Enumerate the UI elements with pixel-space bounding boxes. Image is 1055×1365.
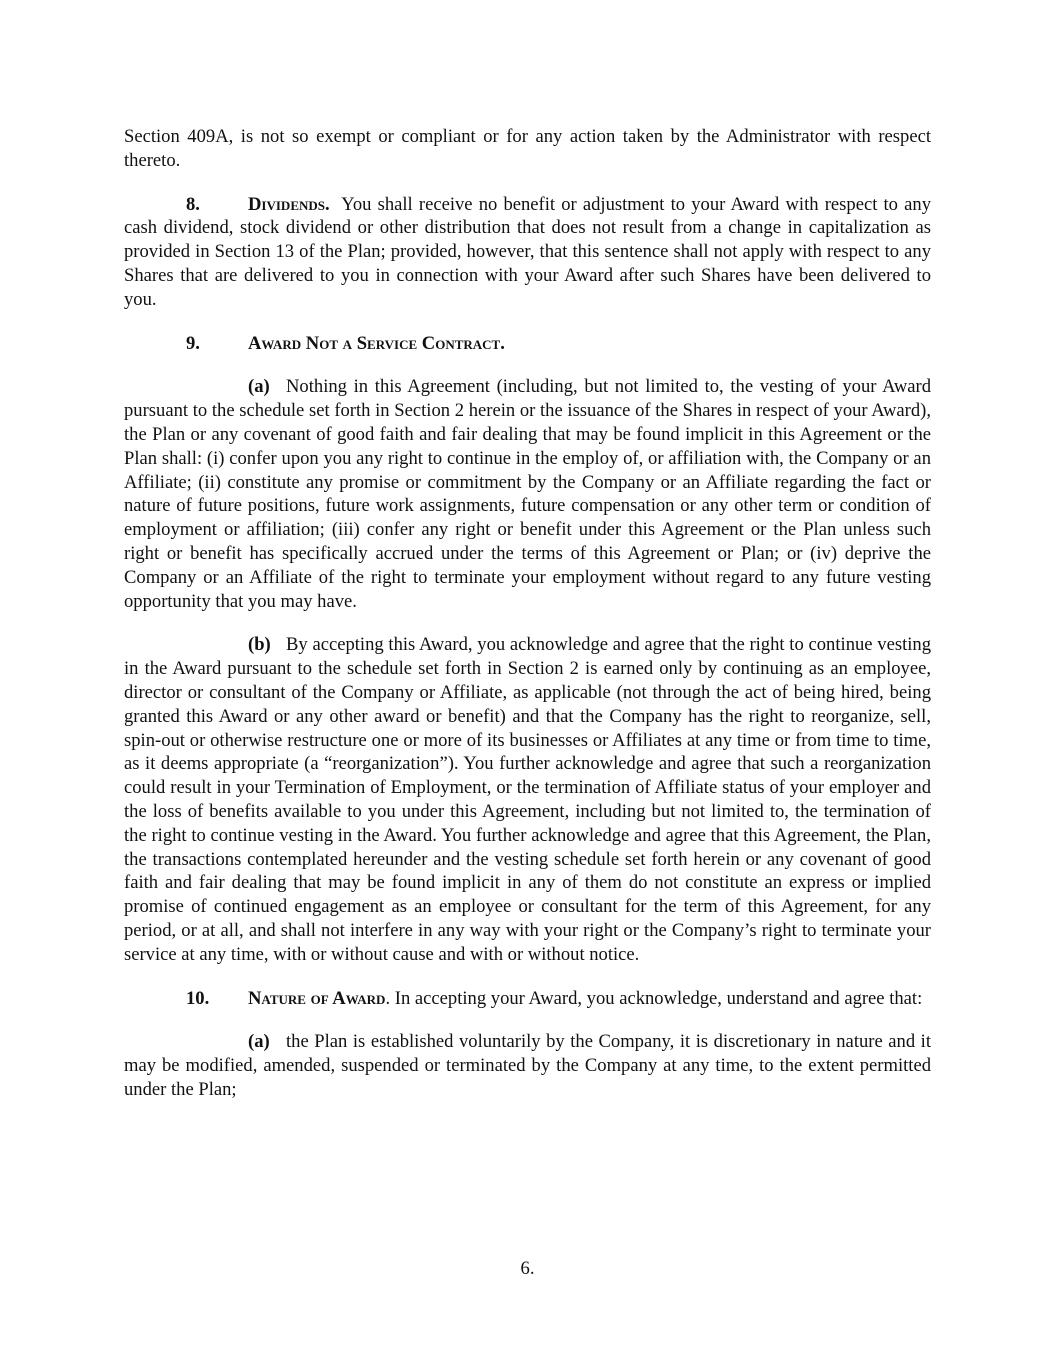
subsection-label: (a) [248,1031,270,1053]
section-number: 10. [186,987,210,1009]
section-10-paragraph [124,987,931,1011]
section-9a-paragraph [124,375,931,613]
subsection-label: (b) [248,634,271,656]
page-number: 6. [520,1258,535,1279]
section-9-heading-paragraph [124,332,931,356]
section-8-paragraph [124,193,931,312]
section-heading: Award Not a Service Contract. [248,332,505,354]
section-9b-paragraph [124,633,931,966]
section-text: You shall receive no benefit or adjustment to your Award with respect to any cash dividend, stock dividend or other distribution that does not result from a change in capitalization as provided in Section 13 of the Plan; provided, however, that this sentence shall not apply with respect to any Shares that are delivered to you in connection with your Award after such Shares have been delivered to you. [124,193,931,310]
continuation-paragraph: Section 409A, is not so exempt or compliant or for any action taken by the Administrator with respect thereto. [124,126,931,171]
section-10a-paragraph [124,1030,931,1101]
subsection-text: By accepting this Award, you acknowledge and agree that the right to continue vesting in the Award pursuant to the schedule set forth in Section 2 is earned only by continuing as an employee, director or consultant of the Company or Affiliate, as applicable (not through the act of being hired, being granted this Award or any other award or benefit) and that the Company has the right to reorganize, sell, spin-out or otherwise restructure one or more of its businesses or Affiliates at any time or from time to time, as it deems appropriate (a “reorganization”). You further acknowledge and agree that such a reorganization could result in your Termination of Employment, or the termination of Affiliate status of your employer and the loss of benefits available to you under this Agreement, including but not limited to, the termination of the right to continue vesting in the Award. You further acknowledge and agree that this Agreement, the Plan, the transactions contemplated hereunder and the vesting schedule set forth herein or any covenant of good faith and fair dealing that may be found implicit in any of them do not constitute an express or implied promise of continued engagement as an employee or consultant for the term of this Agreement, for any period, or at all, and shall not interfere in any way with your right or the Company’s right to terminate your service at any time, with or without cause and with or without notice. [124,634,931,965]
section-heading: Nature of Award [248,987,386,1009]
subsection-text: Nothing in this Agreement (including, but not limited to, the vesting of your Award pursuant to the schedule set forth in Section 2 herein or the issuance of the Shares in respect of your Award), the Plan or any covenant of good faith and fair dealing that may be found implicit in this Agreement or the Plan shall: (i) confer upon you any right to continue in the employ of, or affiliation with, the Company or an Affiliate; (ii) constitute any promise or commitment by the Company or an Affiliate regarding the fact or nature of future positions, future work assignments, future compensation or any other term or condition of employment or affiliation; (iii) confer any right or benefit under this Agreement or the Plan unless such right or benefit has specifically accrued under the terms of this Agreement or Plan; or (iv) deprive the Company or an Affiliate of the right to terminate your employment without regard to any future vesting opportunity that you may have. [124,376,931,612]
subsection-label: (a) [248,376,270,398]
subsection-text: the Plan is established voluntarily by the Company, it is discretionary in nature and it may be modified, amended, suspended or terminated by the Company at any time, to the extent permitted under the Plan; [124,1031,931,1100]
section-heading: Dividends. [248,193,330,215]
section-number: 9. [186,332,200,354]
section-text: . In accepting your Award, you acknowledge, understand and agree that: [385,987,923,1009]
document-page [124,125,931,1122]
section-number: 8. [186,193,200,215]
